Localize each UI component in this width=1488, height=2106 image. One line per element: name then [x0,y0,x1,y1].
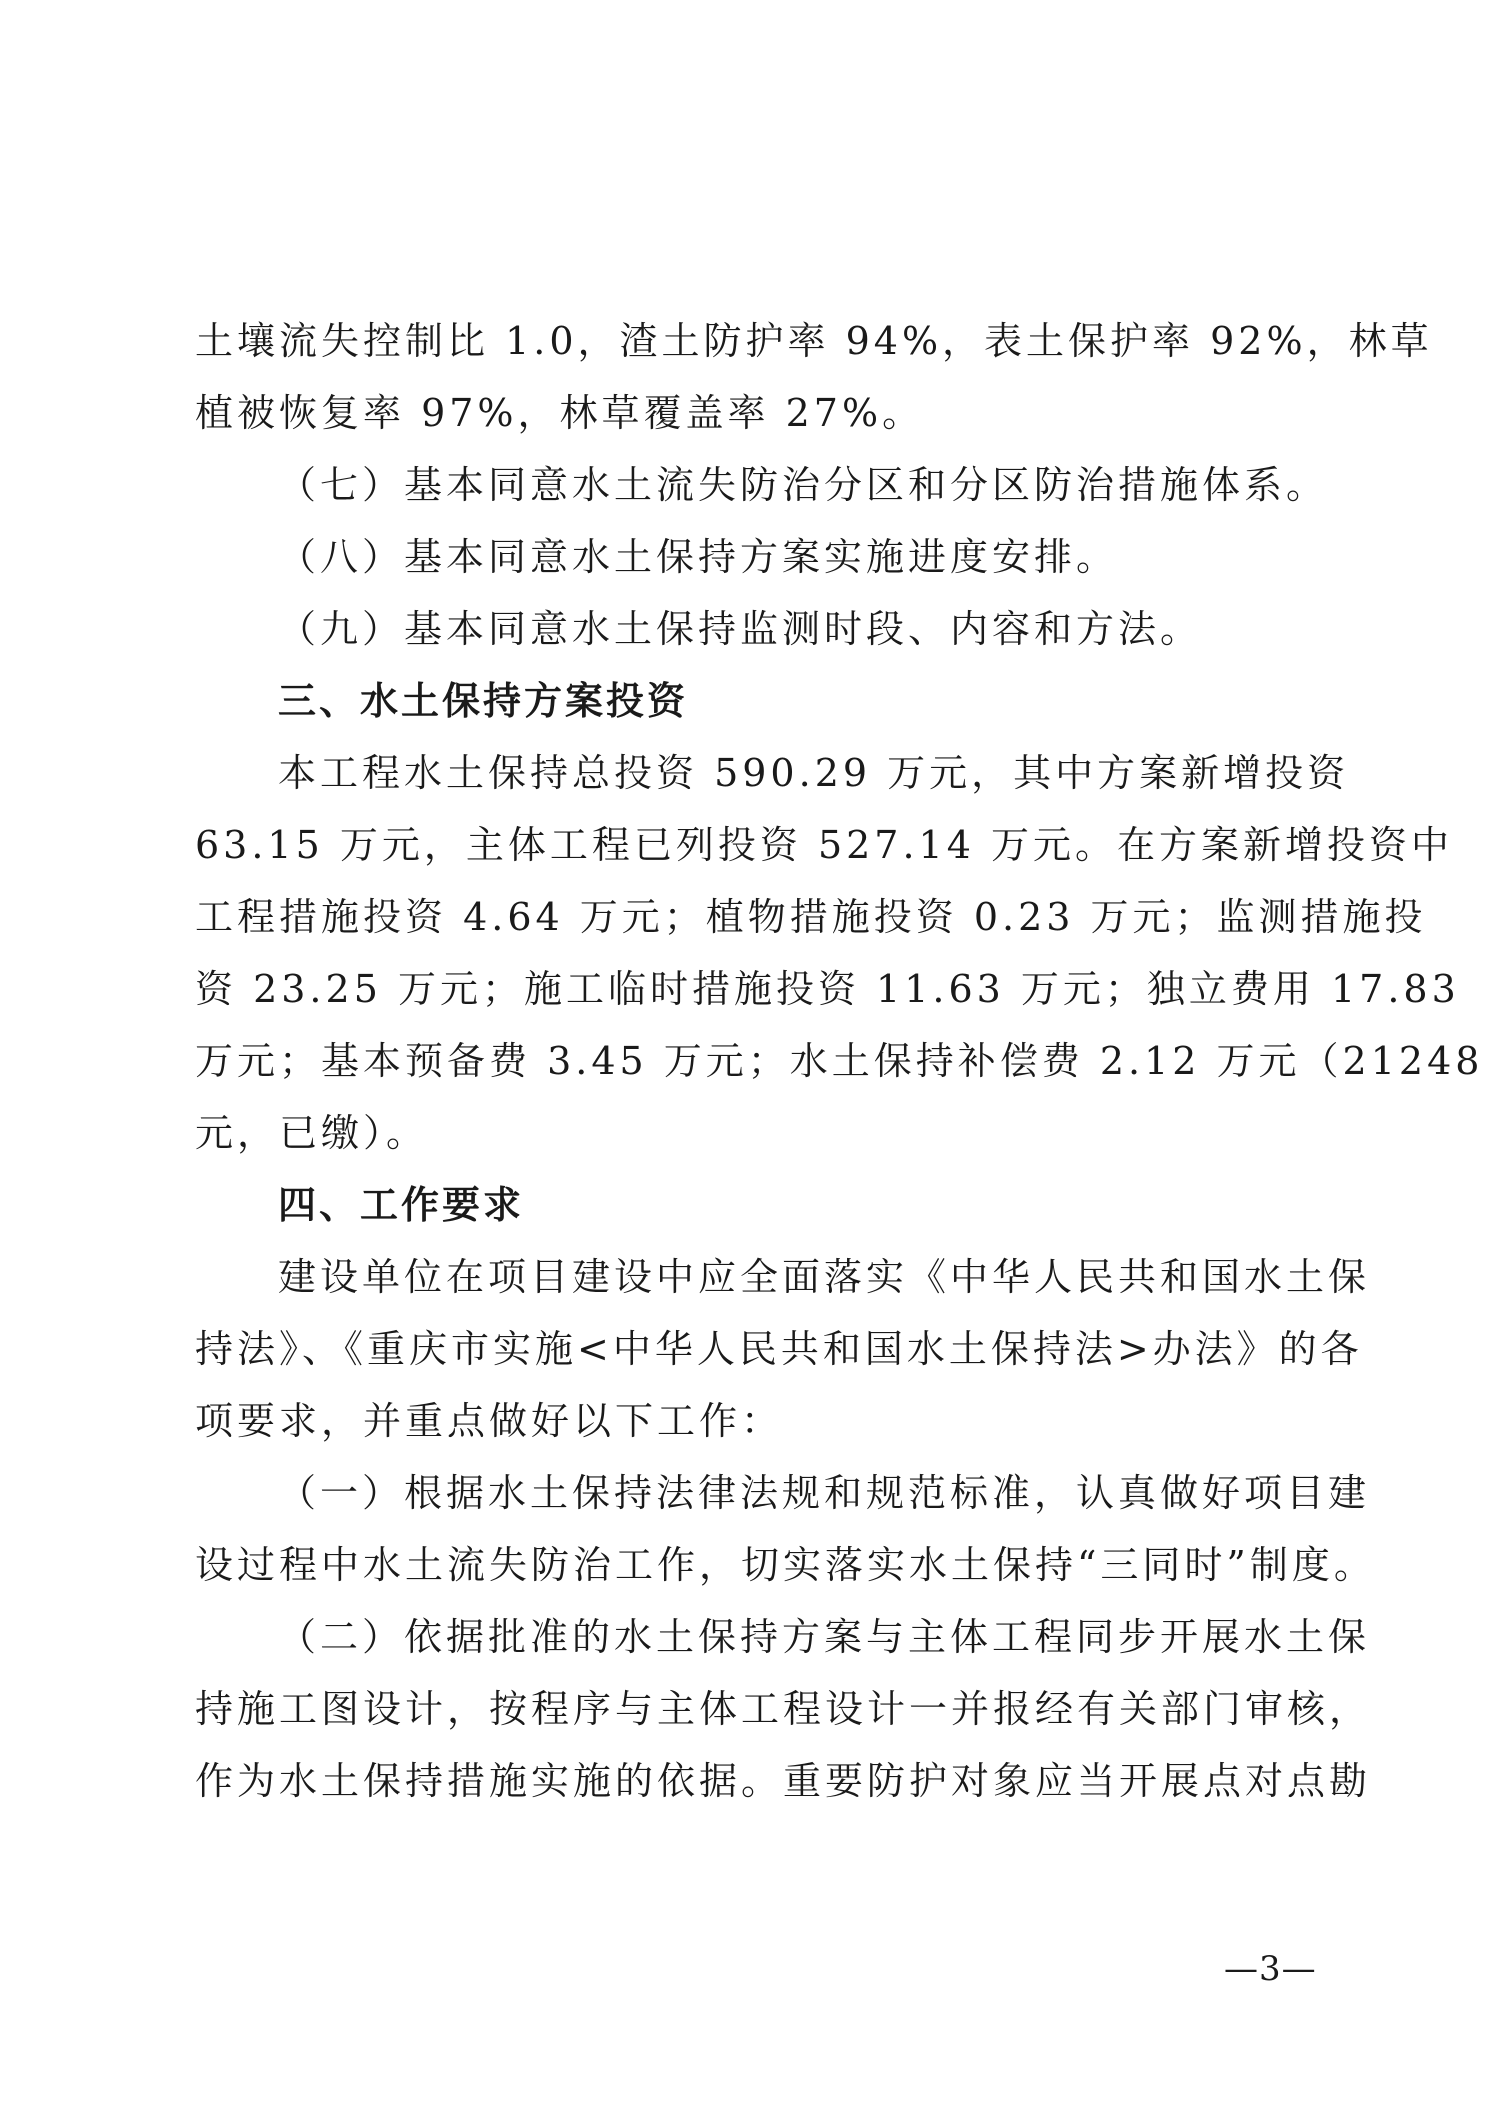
text-line-14: 建设单位在项目建设中应全面落实《中华人民共和国水土保 [278,1255,1371,1299]
text-line-7: 本工程水土保持总投资 590.29 万元，其中方案新增投资 [278,751,1350,795]
item-nine: （九）基本同意水土保持监测时段、内容和方法。 [278,607,1203,651]
text-line-20: 持施工图设计，按程序与主体工程设计一并报经有关部门审核， [195,1687,1372,1731]
text-line-18: 设过程中水土流失防治工作，切实落实水土保持“三同时”制度。 [195,1543,1376,1587]
text-line-2: 植被恢复率 97%，林草覆盖率 27%。 [195,391,925,435]
text-line-11: 万元；基本预备费 3.45 万元；水土保持补偿费 2.12 万元（21248 [195,1039,1484,1083]
item-two: （二）依据批准的水土保持方案与主体工程同步开展水土保 [278,1615,1371,1659]
text-line-16: 项要求，并重点做好以下工作： [195,1399,784,1443]
item-one: （一）根据水土保持法律法规和规范标准，认真做好项目建 [278,1471,1371,1515]
text-line-8: 63.15 万元，主体工程已列投资 527.14 万元。在方案新增投资中 [195,823,1453,867]
text-line-10: 资 23.25 万元；施工临时措施投资 11.63 万元；独立费用 17.83 [195,967,1460,1011]
text-line-9: 工程措施投资 4.64 万元；植物措施投资 0.23 万元；监测措施投 [195,895,1427,939]
section-heading-investment: 三、水土保持方案投资 [278,679,689,723]
text-line-12: 元，已缴）。 [195,1111,429,1155]
text-line-1: 土壤流失控制比 1.0，渣土防护率 94%，表土保护率 92%，林草 [195,319,1433,363]
item-eight: （八）基本同意水土保持方案实施进度安排。 [278,535,1119,579]
page-number: —3— [1224,1949,1317,1989]
item-seven: （七）基本同意水土流失防治分区和分区防治措施体系。 [278,463,1329,507]
text-line-21: 作为水土保持措施实施的依据。重要防护对象应当开展点对点勘 [195,1759,1372,1803]
section-heading-requirements: 四、工作要求 [278,1183,525,1227]
text-line-15: 持法》、《重庆市实施<中华人民共和国水土保持法>办法》的各 [195,1327,1363,1371]
